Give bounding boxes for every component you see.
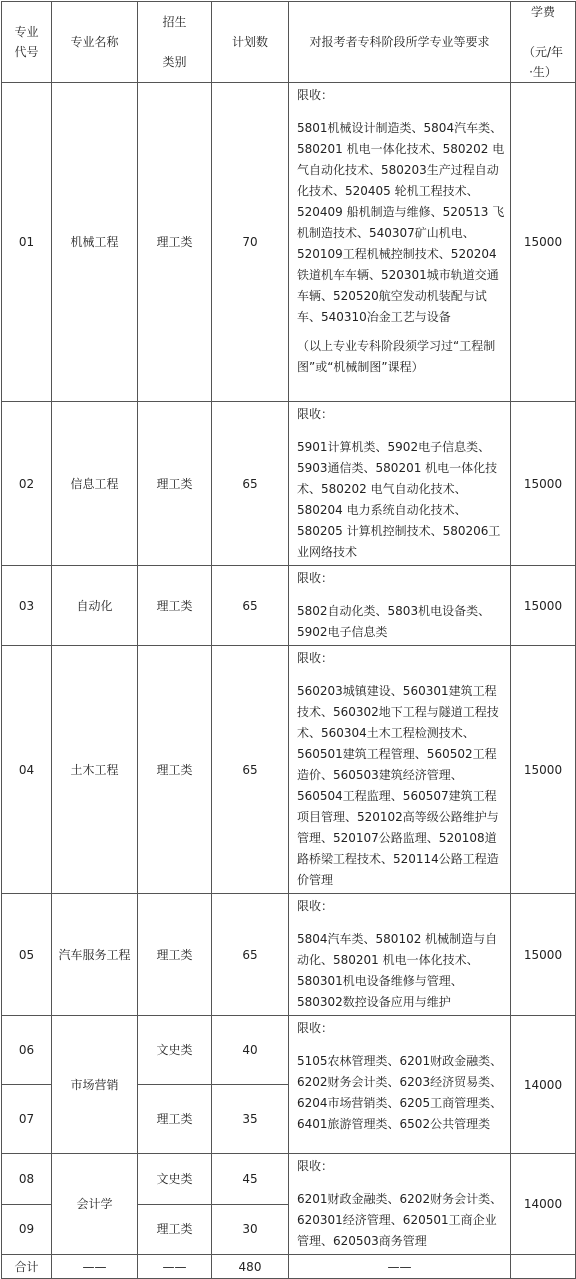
- requirement-text: 5802自动化类、5803机电设备类、5902电子信息类: [297, 604, 491, 639]
- row-code: 09: [2, 1204, 52, 1255]
- total-requirement: ——: [289, 1255, 511, 1279]
- header-plan: 计划数: [212, 2, 289, 83]
- row-category: 理工类: [138, 83, 212, 402]
- requirement-text: 5801机械设计制造类、5804汽车类、580201 机电一体化技术、580202 电气自动化技术、580203生产过程自动化技术、520405 轮机工程技术、520409 船机制造与维修、520513 飞机制造技术、540307矿山机电、520109工程机械控制技术、520204铁道机车车辆、520301城市轨道交通车辆、520520航空发动机装配与试车、540310冶金工艺与设备: [297, 121, 505, 324]
- requirement-text: 5105农林管理类、6201财政金融类、6202财务会计类、6203经济贸易类、6204市场营销类、6205工商管理类、6401旅游管理类、6502公共管理类: [297, 1054, 503, 1131]
- requirement-label: 限收：: [297, 1159, 334, 1173]
- row-plan: 35: [212, 1085, 289, 1154]
- header-category: 招生 类别: [138, 2, 212, 83]
- header-row: [2, 2, 576, 83]
- row-plan: 45: [212, 1154, 289, 1205]
- requirement-label: 限收：: [297, 899, 334, 913]
- requirement-label: 限收：: [297, 651, 334, 665]
- row-fee: 15000: [511, 566, 576, 646]
- row-name: 自动化: [52, 566, 138, 646]
- row-requirement: [289, 894, 511, 1016]
- row-requirement: [289, 83, 511, 402]
- row-requirement: [289, 402, 511, 566]
- total-plan: 480: [212, 1255, 289, 1279]
- table-row: [2, 566, 576, 646]
- row-name: 机械工程: [52, 83, 138, 402]
- table-row: [2, 1016, 576, 1085]
- row-code: 02: [2, 402, 52, 566]
- requirement-note: （以上专业专科阶段须学习过“工程制图”或“机械制图”课程）: [297, 339, 496, 374]
- row-requirement: [289, 566, 511, 646]
- enrollment-plan-table: [1, 1, 576, 1279]
- row-fee: 15000: [511, 646, 576, 894]
- row-category: 理工类: [138, 1204, 212, 1255]
- row-category: 文史类: [138, 1016, 212, 1085]
- row-name: 土木工程: [52, 646, 138, 894]
- header-code: 专业 代号: [2, 2, 52, 83]
- row-name: 汽车服务工程: [52, 894, 138, 1016]
- row-name: 信息工程: [52, 402, 138, 566]
- total-fee: [511, 1255, 576, 1279]
- row-fee: 15000: [511, 402, 576, 566]
- header-requirement: 对报考者专科阶段所学专业等要求: [289, 2, 511, 83]
- row-requirement: [289, 646, 511, 894]
- requirement-text: 5901计算机类、5902电子信息类、5903通信类、580201 机电一体化技术、580202 电气自动化技术、580204 电力系统自动化技术、580205 计算机控制技术、580206工业网络技术: [297, 440, 501, 559]
- row-plan: 70: [212, 83, 289, 402]
- row-category: 理工类: [138, 646, 212, 894]
- total-row: [2, 1255, 576, 1279]
- row-fee: 14000: [511, 1154, 576, 1255]
- row-name: 会计学: [52, 1154, 138, 1255]
- row-fee: 14000: [511, 1016, 576, 1154]
- row-plan: 30: [212, 1204, 289, 1255]
- row-fee: 15000: [511, 894, 576, 1016]
- requirement-label: 限收：: [297, 571, 334, 585]
- row-category: 理工类: [138, 566, 212, 646]
- requirement-text: 6201财政金融类、6202财务会计类、620301经济管理、620501工商企业管理、620503商务管理: [297, 1192, 503, 1248]
- row-fee: 15000: [511, 83, 576, 402]
- row-code: 01: [2, 83, 52, 402]
- row-category: 理工类: [138, 894, 212, 1016]
- requirement-label: 限收：: [297, 88, 334, 102]
- row-code: 07: [2, 1085, 52, 1154]
- row-category: 理工类: [138, 402, 212, 566]
- row-code: 06: [2, 1016, 52, 1085]
- row-plan: 65: [212, 566, 289, 646]
- row-code: 03: [2, 566, 52, 646]
- requirement-label: 限收：: [297, 1021, 334, 1035]
- row-category: 文史类: [138, 1154, 212, 1205]
- table-row: [2, 646, 576, 894]
- total-name: ——: [52, 1255, 138, 1279]
- table-row: [2, 83, 576, 402]
- row-plan: 65: [212, 646, 289, 894]
- row-plan: 65: [212, 402, 289, 566]
- requirement-label: 限收：: [297, 407, 334, 421]
- row-plan: 40: [212, 1016, 289, 1085]
- header-fee: 学费 （元/年 ·生）: [511, 2, 576, 83]
- table-row: [2, 1154, 576, 1205]
- total-category: ——: [138, 1255, 212, 1279]
- row-code: 04: [2, 646, 52, 894]
- table-row: [2, 894, 576, 1016]
- row-plan: 65: [212, 894, 289, 1016]
- requirement-text: 5804汽车类、580102 机械制造与自动化、580201 机电一体化技术、580301机电设备维修与管理、580302数控设备应用与维护: [297, 932, 498, 1009]
- requirement-text: 560203城镇建设、560301建筑工程技术、560302地下工程与隧道工程技术、560304土木工程检测技术、560501建筑工程管理、560502工程造价、560503建筑经济管理、560504工程监理、560507建筑工程项目管理、520102高等级公路维护与管理、520107公路监理、520108道路桥梁工程技术、520114公路工程造价管理: [297, 684, 499, 887]
- table-row: [2, 402, 576, 566]
- header-name: 专业名称: [52, 2, 138, 83]
- row-category: 理工类: [138, 1085, 212, 1154]
- row-code: 05: [2, 894, 52, 1016]
- row-requirement: [289, 1154, 511, 1255]
- total-label: 合计: [2, 1255, 52, 1279]
- row-code: 08: [2, 1154, 52, 1205]
- row-name: 市场营销: [52, 1016, 138, 1154]
- row-requirement: [289, 1016, 511, 1154]
